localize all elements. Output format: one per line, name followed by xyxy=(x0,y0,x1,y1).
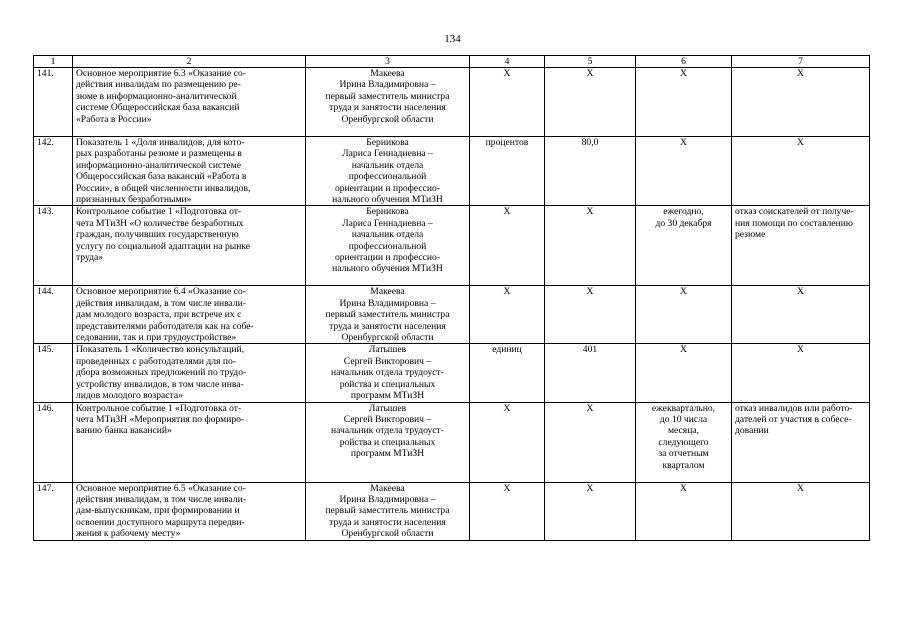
row-number: 143. xyxy=(34,206,73,286)
table-row xyxy=(34,344,870,402)
deadline: X xyxy=(636,482,732,540)
table-row xyxy=(34,68,870,137)
column-number: 2 xyxy=(73,56,306,68)
risk-description: отказ соискателей от получе- ния помощи по составлению резюме xyxy=(732,206,870,286)
unit-of-measure: X xyxy=(470,482,545,540)
responsible-person: Макеева Ирина Владимировна – первый заместитель министра труда и занятости населения Оренбургской области xyxy=(306,286,470,344)
table-row xyxy=(34,206,870,286)
risk-description: отказ инвалидов или работо- дателей от участия в собесе- довании xyxy=(732,402,870,482)
deadline: X xyxy=(636,344,732,402)
indicator-value: X xyxy=(545,206,636,286)
indicator-value: 80,0 xyxy=(545,137,636,206)
unit-of-measure: X xyxy=(470,402,545,482)
row-number: 147. xyxy=(34,482,73,540)
activity-name: Показатель 1 «Количество консультаций, проведенных с работодателями для по- дбора возможных предложений по трудо- устройству инвалидов, в том числе инва- лидов молодого возраста» xyxy=(73,344,306,402)
activity-name: Основное мероприятие 6.5 «Оказание со- действия инвалидам, в том числе инвали- дам-выпускникам, при формировании и освоении доступного маршрута передви- жения к рабочему месту» xyxy=(73,482,306,540)
deadline: X xyxy=(636,137,732,206)
activity-name: Контрольное событие 1 «Подготовка от- чета МТиЗН «Мероприятия по формиро- ванию банка вакансий» xyxy=(73,402,306,482)
column-number: 3 xyxy=(306,56,470,68)
column-number: 7 xyxy=(732,56,870,68)
indicator-value: X xyxy=(545,286,636,344)
unit-of-measure: X xyxy=(470,68,545,137)
risk-description: X xyxy=(732,68,870,137)
table-row xyxy=(34,286,870,344)
deadline: ежеквартально, до 10 числа месяца, следующего за отчетным кварталом xyxy=(636,402,732,482)
row-number: 141. xyxy=(34,68,73,137)
row-number: 142. xyxy=(34,137,73,206)
responsible-person: Макеева Ирина Владимировна – первый заместитель министра труда и занятости населения Оренбургской области xyxy=(306,482,470,540)
unit-of-measure: процентов xyxy=(470,137,545,206)
table-row xyxy=(34,482,870,540)
activity-name: Контрольное событие 1 «Подготовка от- чета МТиЗН «О количестве безработных граждан, получивших государственную услугу по социальной адаптации на рынке труда» xyxy=(73,206,306,286)
unit-of-measure: единиц xyxy=(470,344,545,402)
indicator-value: X xyxy=(545,482,636,540)
indicator-value: 401 xyxy=(545,344,636,402)
row-number: 145. xyxy=(34,344,73,402)
risk-description: X xyxy=(732,137,870,206)
indicator-value: X xyxy=(545,402,636,482)
page-number: 134 xyxy=(444,33,461,45)
indicator-value: X xyxy=(545,68,636,137)
table-row xyxy=(34,137,870,206)
responsible-person: Латышев Сергей Викторович – начальник отдела трудоуст- ройства и специальных программ МТиЗН xyxy=(306,344,470,402)
activity-name: Основное мероприятие 6.4 «Оказание со- действия инвалидам, в том числе инвали- дам молодого возраста, при встрече их с представителями работодателя как на собе- седовании, так и при трудоустройстве» xyxy=(73,286,306,344)
plan-table xyxy=(33,55,870,541)
activity-name: Показатель 1 «Доля инвалидов, для кото- рых разработаны резюме и размещены в информационно-аналитической системе Общероссийская база вакансий «Работа в России», в общей численности инвалидов, признанных безработными» xyxy=(73,137,306,206)
unit-of-measure: X xyxy=(470,286,545,344)
risk-description: X xyxy=(732,344,870,402)
deadline: X xyxy=(636,68,732,137)
column-number: 4 xyxy=(470,56,545,68)
column-number: 5 xyxy=(545,56,636,68)
unit-of-measure: X xyxy=(470,206,545,286)
column-number-row xyxy=(34,56,870,68)
table-row xyxy=(34,402,870,482)
risk-description: X xyxy=(732,286,870,344)
row-number: 146. xyxy=(34,402,73,482)
responsible-person: Макеева Ирина Владимировна – первый заместитель министра труда и занятости населения Оренбургской области xyxy=(306,68,470,137)
deadline: X xyxy=(636,286,732,344)
responsible-person: Латышев Сергей Викторович – начальник отдела трудоуст- ройства и специальных программ МТиЗН xyxy=(306,402,470,482)
column-number: 1 xyxy=(34,56,73,68)
deadline: ежегодно, до 30 декабря xyxy=(636,206,732,286)
activity-name: Основное мероприятие 6.3 «Оказание со- действия инвалидам по размещению ре- зюме в информационно-аналитической системе Общероссийская база вакансий «Работа в России» xyxy=(73,68,306,137)
responsible-person: Берникова Лариса Геннадиевна – начальник отдела профессиональной ориентации и профессио- нального обучения МТиЗН xyxy=(306,206,470,286)
responsible-person: Берникова Лариса Геннадиевна – начальник отдела профессиональной ориентации и профессио- нального обучения МТиЗН xyxy=(306,137,470,206)
column-number: 6 xyxy=(636,56,732,68)
row-number: 144. xyxy=(34,286,73,344)
risk-description: X xyxy=(732,482,870,540)
